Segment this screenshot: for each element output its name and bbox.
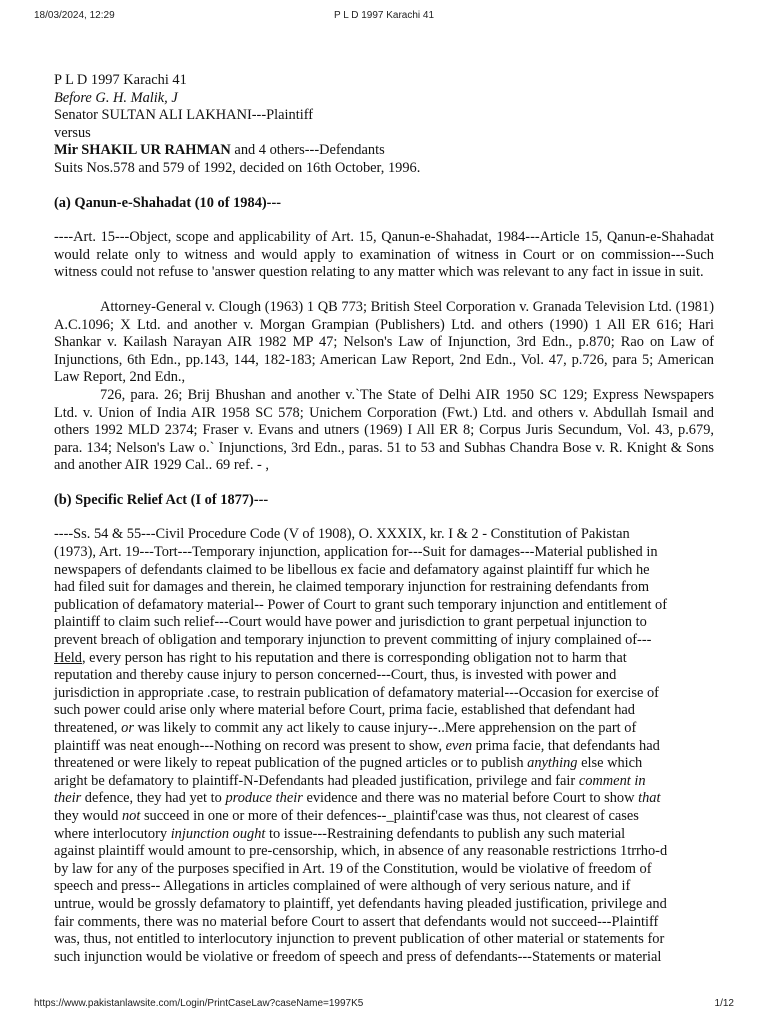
emphasized-text: or	[121, 720, 134, 736]
text-run: speech and press-- Allegations in articles complained of were although of very serious nature, and if	[54, 878, 631, 895]
text-line	[54, 544, 714, 562]
text-run: was likely to commit any act likely to cause injury--..Mere apprehension on the part of	[133, 720, 637, 736]
text-run: against plaintiff would amount to pre-censorship, which, in absence of any reasonable restrictions 1trrho-d	[54, 843, 668, 860]
text-run: evidence and there was no material before Court to show	[302, 790, 639, 807]
emphasized-text: produce their	[225, 790, 303, 807]
text-run: ----Ss. 54 & 55---Civil Procedure Code (V of 1908), O. XXXIX, kr. I & 2 - Constitution of Pakistan	[54, 526, 630, 543]
case-bench: Before G. H. Malik, J	[54, 89, 178, 106]
text-line	[54, 702, 714, 720]
section-a-references-2: 726, para. 26; Brij Bhushan and another v.`The State of Delhi AIR 1950 SC 129; Express Newspapers Ltd. v. Union of India AIR 1958 SC 578; Unichem Corporation (Fwt.) Ltd. and others v. Abdullah Ismail and others 1992 MLD 2374; Fraser v. Evans and utners (1969) I All ER 8; Corpus Juris Secundum, Vol. 43, p.679, para. 134; Nelson's Law o.` Injunctions, 3rd Edn., paras. 51 to 53 and Subhas Chandra Bose v. R. Knight & Sons and another AIR 1929 Cal.. 69 ref. - ,	[54, 386, 714, 474]
emphasized-text: Held	[54, 649, 82, 666]
text-line	[54, 790, 714, 808]
emphasized-text: that	[638, 790, 661, 807]
text-line	[54, 667, 714, 685]
page-number: 1/12	[714, 998, 734, 1009]
text-line	[54, 685, 714, 703]
text-run: reputation and thereby cause injury to person concerned---Court, thus, is invested with power and	[54, 667, 617, 684]
text-run: untrue, would be grossly defamatory to plaintiff, yet defendants having pleaded justification, privilege and	[54, 895, 667, 912]
text-line	[54, 931, 714, 949]
text-run: defence, they had yet to	[81, 790, 226, 807]
text-run: else which	[577, 755, 643, 772]
emphasized-text: comment in	[578, 772, 646, 789]
text-run: newspapers of defendants claimed to be libellous ex facie and defamatory against plaintiff fur which he	[54, 561, 650, 578]
emphasized-text: not	[121, 807, 141, 824]
text-line	[54, 949, 714, 967]
print-datetime: 18/03/2024, 12:29	[34, 10, 115, 21]
section-b-heading: (b) Specific Relief Act (I of 1877)---	[54, 491, 269, 508]
emphasized-text: anything	[527, 755, 578, 772]
text-run: threatened,	[54, 720, 122, 736]
text-run: aright be defamatory to plaintiff-N-Defendants had pleaded justification, privilege and fair	[54, 772, 579, 789]
text-run: such power could arise only where material before Court, prima facie, established that defendant had	[54, 702, 636, 719]
emphasized-text: injunction ought	[170, 825, 266, 842]
text-line	[54, 579, 714, 597]
text-run: such injunction would be violative or freedom of speech and press of defendants---Statements or material	[54, 948, 662, 965]
document-body	[54, 72, 714, 966]
text-line	[54, 526, 714, 544]
text-line	[54, 861, 714, 879]
text-run: publication of defamatory material-- Power of Court to grant such temporary injunction and entitlement of	[54, 596, 668, 613]
text-line	[54, 914, 714, 932]
text-run: fair comments, there was no material before Court to assert that defendants would not succeed---Plaintiff	[54, 913, 659, 930]
print-header	[34, 10, 734, 26]
emphasized-text: even	[445, 737, 473, 754]
text-line	[54, 597, 714, 615]
print-title: P L D 1997 Karachi 41	[333, 10, 435, 21]
text-run: had filed suit for damages and therein, he claimed temporary injunction for restraining defendants from	[54, 579, 650, 596]
text-line	[54, 720, 714, 738]
text-run: (1973), Art. 19---Tort---Temporary injunction, application for---Suit for damages---Material published in	[54, 544, 658, 561]
text-run: plaintiff to claim such relief---Court would have power and jurisdiction to grant perpetual injunction to	[54, 614, 647, 631]
section-a-paragraph: ----Art. 15---Object, scope and applicability of Art. 15, Qanun-e-Shahadat, 1984---Article 15, Qanun-e-Shahadat would relate only to witness and would apply to examination of witness in Court or on commission---Such witness could not refuse to 'answer question relating to any matter which was relevant to any fact in issue in suit.	[54, 229, 714, 281]
text-run: jurisdiction in appropriate .case, to restrain publication of defamatory material---Occasion for exercise of	[54, 684, 659, 701]
defendant-rest: and 4 others---Defendants	[230, 142, 385, 159]
text-line	[54, 650, 714, 668]
text-line	[54, 808, 714, 826]
text-line	[54, 826, 714, 844]
case-defendant	[54, 142, 714, 160]
section-a-heading: (a) Qanun-e-Shahadat (10 of 1984)---	[54, 194, 282, 211]
section-a-references-1: Attorney-General v. Clough (1963) 1 QB 773; British Steel Corporation v. Granada Television Ltd. (1981) A.C.1096; X Ltd. and another v. Morgan Grampian (Publishers) Ltd. and others (1990) 1 All ER 616; Hari Shankar v. Kailash Narayan AIR 1982 MP 47; Nelson's Law of Injunction, 3rd Edn., p.870; Rao on Law of Injunctions, 6th Edn., pp.143, 144, 182-183; American Law Report, 2nd Edn., Vol. 47, p.726, para 5; American Law Report, 2nd Edn.,	[54, 298, 714, 386]
emphasized-text: their	[54, 790, 82, 807]
text-line	[54, 843, 714, 861]
text-line	[54, 632, 714, 650]
case-versus: versus	[54, 124, 91, 141]
text-line	[54, 738, 714, 756]
text-run: succeed in one or more of their defences--_plaintif'case was thus, not clearest of cases	[140, 807, 639, 824]
print-footer	[34, 998, 734, 1014]
text-line	[54, 755, 714, 773]
text-run: prevent breach of obligation and temporary injunction to prevent committing of injury complained of---	[54, 632, 652, 649]
text-run: , every person has right to his reputation and there is corresponding obligation not to harm that	[81, 649, 627, 666]
print-url: https://www.pakistanlawsite.com/Login/PrintCaseLaw?caseName=1997K5	[34, 998, 364, 1009]
case-plaintiff: Senator SULTAN ALI LAKHANI---Plaintiff	[54, 107, 314, 124]
text-run: they would	[54, 807, 122, 824]
text-line	[54, 614, 714, 632]
defendant-name: Mir SHAKIL UR RAHMAN	[54, 142, 231, 159]
text-line	[54, 896, 714, 914]
text-run: was, thus, not entitled to interlocutory injunction to prevent publication of other material or statements for	[54, 931, 665, 948]
text-line	[54, 878, 714, 896]
text-line	[54, 562, 714, 580]
case-suits: Suits Nos.578 and 579 of 1992, decided on 16th October, 1996.	[54, 159, 421, 176]
case-header	[54, 72, 714, 178]
text-run: threatened or were likely to repeat publication of the pugned articles or to publish	[54, 755, 528, 772]
section-b-paragraph	[54, 526, 714, 966]
text-line	[54, 773, 714, 791]
text-run: where interlocutory	[54, 825, 171, 842]
text-run: to issue---Restraining defendants to publish any such material	[265, 825, 626, 842]
text-run: by law for any of the purposes specified in Art. 19 of the Constitution, would be violative of freedom of	[54, 860, 652, 877]
case-citation: P L D 1997 Karachi 41	[54, 72, 187, 88]
text-run: prima facie, that defendants had	[472, 737, 660, 754]
text-run: plaintiff was neat enough---Nothing on record was present to show,	[54, 737, 446, 754]
